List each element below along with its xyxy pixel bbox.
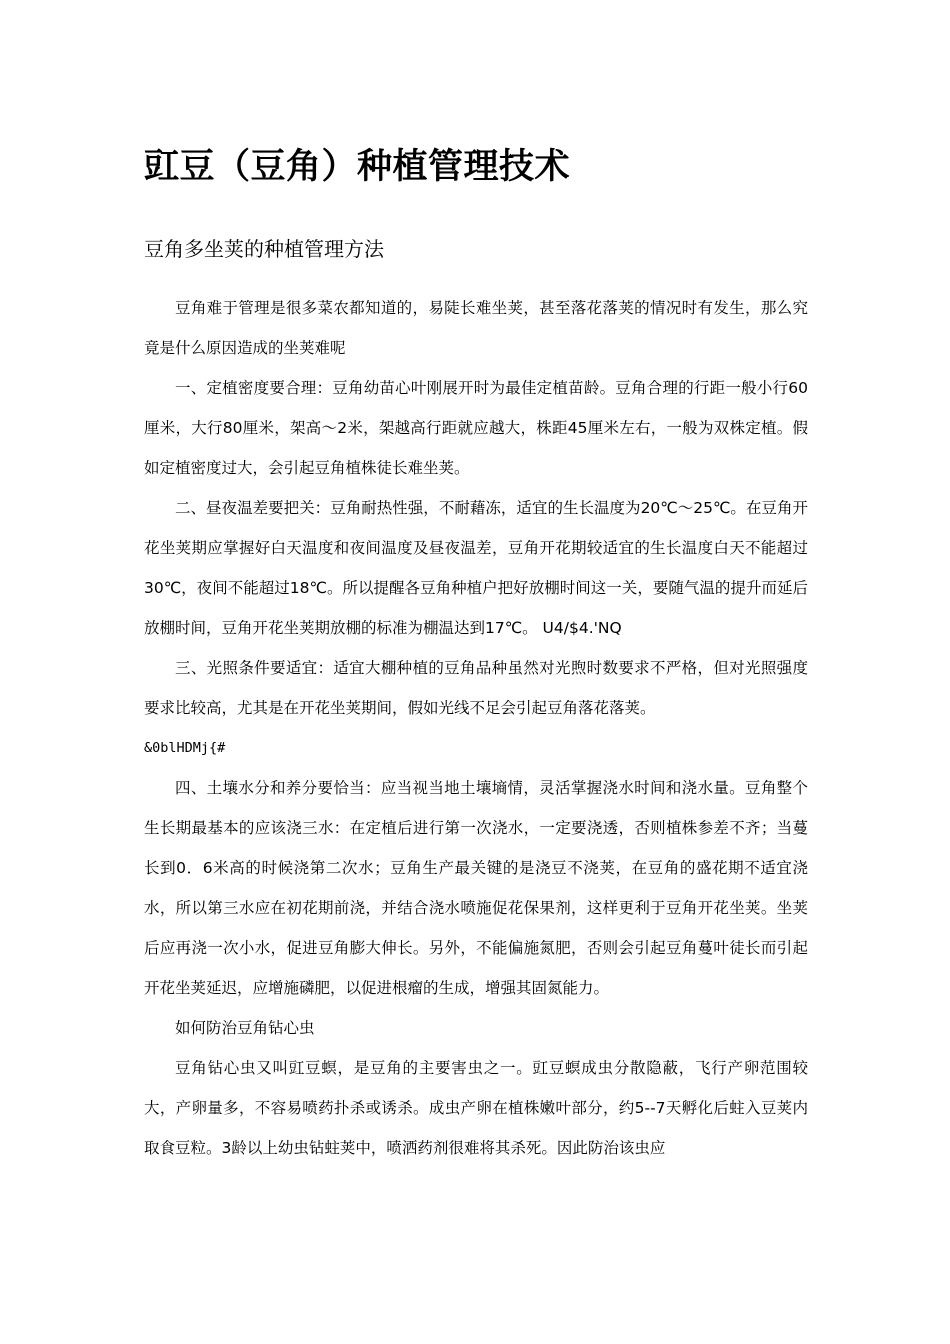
document-title: 豇豆（豆角）种植管理技术 — [144, 147, 571, 187]
section-heading-borer: 如何防治豆角钻心虫 — [175, 1019, 315, 1037]
paragraph-borer: 豆角钻心虫又叫豇豆螟，是豆角的主要害虫之一。豇豆螟成虫分散隐蔽，飞行产卵范围较大，产卵量多，不容易喷药扑杀或诱杀。成虫产卵在植株嫩叶部分，约5--7天孵化后蛀入豆荚内取食豆粒。3龄以上幼虫钻蛀荚中，喷洒药剂很难将其杀死。因此防治该虫应 — [144, 1059, 808, 1157]
paragraph-water-nutrients: 四、土壤水分和养分要恰当：应当视当地土壤墒情，灵活掌握浇水时间和浇水量。豆角整个生长期最基本的应该浇三水：在定植后进行第一次浇水，一定要浇透，否则植株参差不齐；当蔓长到0．6米高的时候浇第二次水；豆角生产最关键的是浇豆不浇荚，在豆角的盛花期不适宜浇水，所以第三水应在初花期前浇，并结合浇水喷施促花保果剂，这样更利于豆角开花坐荚。坐荚后应再浇一次小水，促进豆角膨大伸长。另外，不能偏施氮肥，否则会引起豆角蔓叶徒长而引起开花坐荚延迟，应增施磷肥，以促进根瘤的生成，增强其固氮能力。 — [144, 779, 808, 997]
document-body — [144, 288, 808, 1168]
document-subtitle: 豆角多坐荚的种植管理方法 — [144, 237, 384, 261]
paragraph-stray-text: &0blHDMj{# — [144, 740, 226, 756]
paragraph-intro: 豆角难于管理是很多菜农都知道的，易陡长难坐荚，甚至落花落荚的情况时有发生，那么究竟是什么原因造成的坐荚难呢 — [144, 299, 808, 357]
paragraph-temperature: 二、昼夜温差要把关：豆角耐热性强，不耐藉冻，适宜的生长温度为20℃～25℃。在豆角开花坐荚期应掌握好白天温度和夜间温度及昼夜温差，豆角开花期较适宜的生长温度白天不能超过30℃，夜间不能超过18℃。所以提醒各豆角种植户把好放棚时间这一关，要随气温的提升而延后放棚时间，豆角开花坐荚期放棚的标准为棚温达到17℃。 U4/$4.'NQ — [144, 499, 808, 637]
paragraph-planting-density: 一、定植密度要合理：豆角幼苗心叶刚展开时为最佳定植苗龄。豆角合理的行距一般小行60厘米，大行80厘米，架高～2米，架越高行距就应越大，株距45厘米左右，一般为双株定植。假如定植密度过大，会引起豆角植株徒长难坐荚。 — [144, 379, 808, 477]
paragraph-light: 三、光照条件要适宜：适宜大棚种植的豆角品种虽然对光煦时数要求不严格，但对光照强度要求比较高，尤其是在开花坐荚期间，假如光线不足会引起豆角落花落荚。 — [144, 659, 808, 717]
